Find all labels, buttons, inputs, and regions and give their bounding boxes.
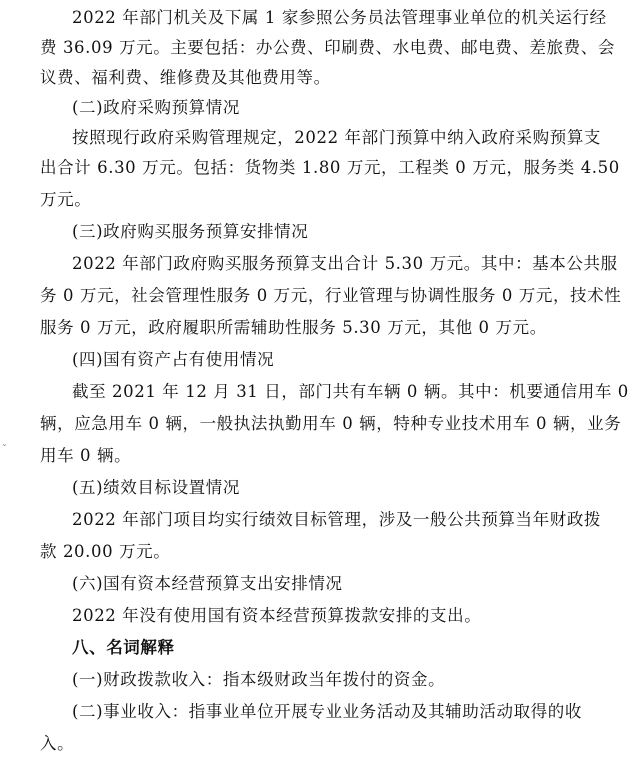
body-text-line: 用车 0 辆。 bbox=[40, 446, 132, 465]
definition-line: 入。 bbox=[40, 734, 75, 753]
margin-mark: ˇ bbox=[2, 444, 7, 455]
body-text-line: 服务 0 万元，政府履职所需辅助性服务 5.30 万元，其他 0 万元。 bbox=[40, 318, 547, 337]
section-heading: (四)国有资产占有使用情况 bbox=[72, 350, 275, 369]
body-text-line: 务 0 万元，社会管理性服务 0 万元，行业管理与协调性服务 0 万元，技术性 bbox=[40, 286, 622, 305]
body-text-line: 款 20.00 万元。 bbox=[40, 542, 171, 561]
definition-line: (二)事业收入：指事业单位开展专业业务活动及其辅助活动取得的收 bbox=[72, 702, 582, 721]
body-text-line: 2022 年部门政府购买服务预算支出合计 5.30 万元。其中：基本公共服 bbox=[72, 254, 618, 273]
body-text-line: 2022 年部门项目均实行绩效目标管理，涉及一般公共预算当年财政拨 bbox=[72, 510, 602, 529]
body-text-line: 截至 2021 年 12 月 31 日，部门共有车辆 0 辆。其中：机要通信用车 0 bbox=[72, 382, 629, 401]
section-heading: (三)政府购买服务预算安排情况 bbox=[72, 222, 309, 241]
body-text-line: 2022 年没有使用国有资本经营预算拨款安排的支出。 bbox=[72, 606, 482, 625]
section-heading: (二)政府采购预算情况 bbox=[72, 98, 240, 117]
chapter-heading: 八、名词解释 bbox=[72, 638, 175, 657]
definition-line: (一)财政拨款收入：指本级财政当年拨付的资金。 bbox=[72, 670, 446, 689]
body-text-line: 费 36.09 万元。主要包括：办公费、印刷费、水电费、邮电费、差旅费、会 bbox=[40, 38, 615, 57]
section-heading: (六)国有资本经营预算支出安排情况 bbox=[72, 574, 343, 593]
body-text-line: 按照现行政府采购管理规定，2022 年部门预算中纳入政府采购预算支 bbox=[72, 128, 602, 147]
body-text-line: 万元。 bbox=[40, 190, 92, 209]
body-text-line: 议费、福利费、维修费及其他费用等。 bbox=[40, 68, 331, 87]
body-text-line: 辆，应急用车 0 辆，一般执法执勤用车 0 辆，特种专业技术用车 0 辆，业务 bbox=[40, 414, 622, 433]
section-heading: (五)绩效目标设置情况 bbox=[72, 478, 240, 497]
body-text-line: 出合计 6.30 万元。包括：货物类 1.80 万元，工程类 0 万元，服务类 4.50 bbox=[40, 158, 620, 177]
body-text-line: 2022 年部门机关及下属 1 家参照公务员法管理事业单位的机关运行经 bbox=[72, 8, 607, 27]
